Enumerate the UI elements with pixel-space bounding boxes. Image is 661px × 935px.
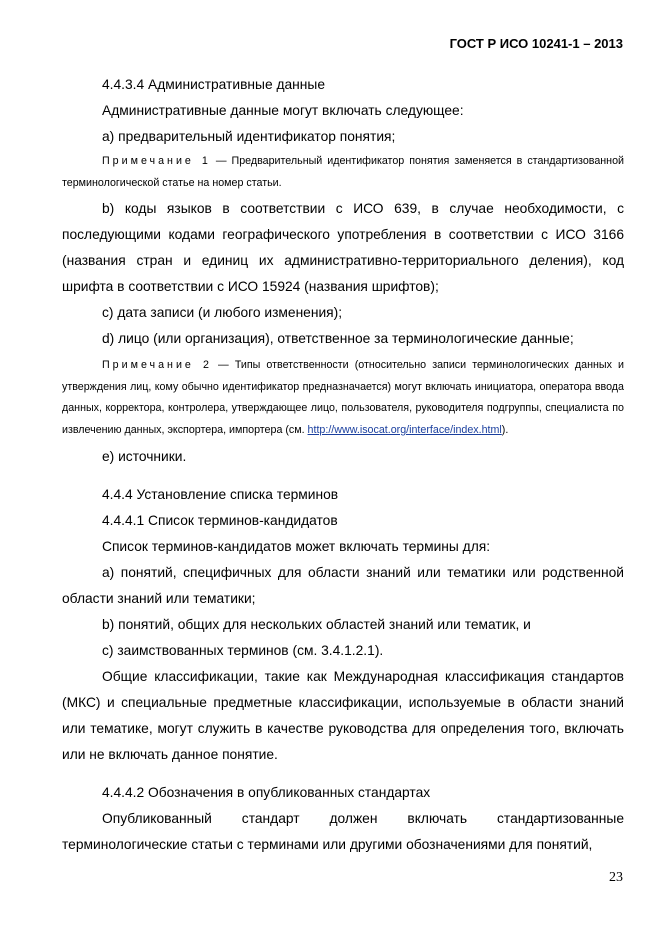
admin-data-intro: Административные данные могут включать следующее: <box>102 103 464 118</box>
candidate-item-c: c) заимствованных терминов (см. 3.4.1.2.1). <box>102 642 384 658</box>
candidate-item-a: а) понятий, специфичных для области знаний или тематики или родственной области знаний или тематики; <box>62 564 624 606</box>
section-heading-4-4-4: 4.4.4 Установление списка терминов <box>102 486 339 502</box>
candidate-item-b: b) понятий, общих для нескольких областей знаний или тематик, и <box>102 616 531 632</box>
list-item-a: а) предварительный идентификатор понятия; <box>102 129 396 144</box>
list-item-b: b) коды языков в соответствии с ИСО 639, в случае необходимости, с последующими кодами географического употребления в соответствии с ИСО 3166 (названия стран и единиц их административно-территориального деления), код шрифта в соответствии с ИСО 15924 (названия шрифтов); <box>62 201 624 295</box>
section-heading-4-4-4-1: 4.4.4.1 Список терминов-кандидатов <box>102 512 338 528</box>
list-item-e: e) источники. <box>102 448 187 464</box>
isocat-link[interactable]: http://www.isocat.org/interface/index.html <box>307 423 502 436</box>
list-item-c: c) дата записи (и любого изменения); <box>102 305 343 321</box>
note-2-text: — Типы ответственности (относительно записи терминологических данных и утверждения лиц, кому обычно идентификатор предназначается) могут включать инициатора, оператора ввода данных, корректора, контролера, утверждающее лицо, пользователя, руководителя подгруппы, специалиста по извлечению данных, экспортера, импортера (см. <box>62 359 625 436</box>
section-heading-4-4-3-4: 4.4.3.4 Административные данные <box>102 77 326 92</box>
note-2-label: Примечание 2 <box>102 359 212 372</box>
section-heading-4-4-4-2: 4.4.4.2 Обозначения в опубликованных стандартах <box>102 784 431 800</box>
classification-paragraph: Общие классификации, такие как Международная классификация стандартов (МКС) и специальные предметные классификации, используемые в области знаний или тематике, могут служить в качестве руководства для определения того, включать или не включать данное понятие. <box>62 668 624 762</box>
standard-code-header: ГОСТ Р ИСО 10241-1 – 2013 <box>449 36 623 51</box>
candidate-list-intro: Список терминов-кандидатов может включать термины для: <box>102 538 491 554</box>
note-1 <box>62 151 624 194</box>
list-item-d: d) лицо (или организация), ответственное за терминологические данные; <box>102 331 574 347</box>
page-number: 23 <box>609 870 623 885</box>
published-standard-paragraph: Опубликованный стандарт должен включать стандартизованные терминологические статьи с терминами или другими обозначениями для понятий, <box>62 810 624 852</box>
page-content <box>62 72 624 858</box>
note-1-text: — Предварительный идентификатор понятия заменяется в стандартизованной терминологической статье на номер статьи. <box>62 155 625 189</box>
note-1-label: Примечание 1 <box>102 155 211 167</box>
note-2 <box>62 355 624 441</box>
note-2-end: ). <box>501 423 509 436</box>
